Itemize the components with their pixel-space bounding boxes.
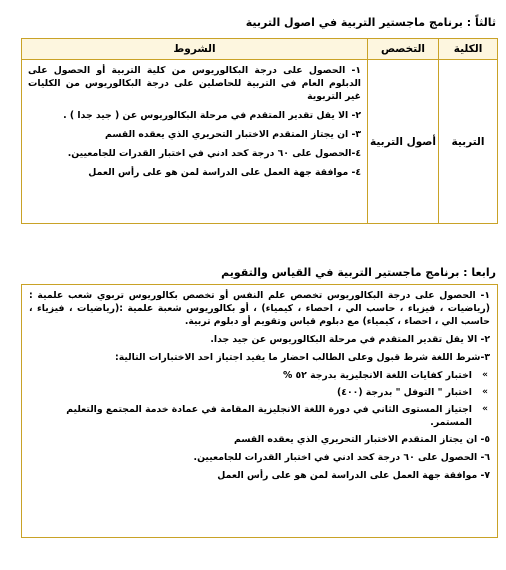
language-test-item	[29, 403, 488, 429]
language-test-item	[29, 386, 488, 399]
language-test-text: اختبار كفايات اللغة الانجليزية بدرجة ٥٢ %	[282, 370, 472, 381]
condition-item: ٦- الحصول على ٦٠ درجة كحد ادني في اختبار القدرات للجامعيين.	[193, 452, 490, 463]
section3-title: ثالثاً : برنامج ماجستير التربية في اصول التربية	[245, 16, 496, 29]
condition-item: ٢- الا يقل تقدير المتقدم في مرحلة البكالوريوس عن ( جيد جدا ) .	[63, 110, 361, 121]
condition-item: ٣-شرط اللغة شرط قبول وعلى الطالب احضار ما يفيد اجتياز احد الاختبارات التالية:	[114, 352, 490, 363]
condition-item: ٧- موافقة جهة العمل على الدراسة لمن هو على رأس العمل	[217, 470, 490, 481]
condition-item: ٥- ان يجتاز المتقدم الاختبار التحريري الذي يعقده القسم	[234, 434, 490, 445]
header-conditions: الشروط	[22, 39, 368, 60]
table-row	[22, 60, 498, 224]
program-table	[21, 38, 498, 224]
language-test-text: اختبار " التوفل " بدرجة (٤٠٠)	[337, 387, 472, 398]
condition-item: ١- الحصول على درجة البكالوريوس من كلية التربية أو الحصول على الدبلوم العام في التربية للحاصلين على درجة البكالوريوس من الكليات غير التربوية	[28, 65, 361, 102]
header-college: الكلية	[439, 39, 498, 60]
bullet-icon: »	[482, 370, 488, 380]
condition-item: ٢- الا يقل تقدير المتقدم في مرحلة البكالوريوس عن جيد جدا.	[210, 334, 490, 345]
bullet-icon: »	[482, 404, 488, 414]
cell-college: التربية	[439, 60, 498, 224]
condition-item: ١- الحصول على درجة البكالوريوس تخصص علم النفس أو تخصص بكالوريوس تربوي شعب علمية : (رياضيات ، فيزياء ، حاسب الي ، احصاء ، كيمياء) ، أو بكالوريوس شعبة علمية :(رياضيات ، فيزياء ، حاسب الي ، احصاء ، كيمياء) مع دبلوم قياس وتقويم أو دبلوم تربية.	[29, 290, 490, 327]
language-test-text: اجتياز المستوى الثاني في دورة اللغة الانجليزية المقامة في عمادة خدمة المجتمع والتعليم المستمر.	[66, 404, 472, 428]
cell-specialization: أصول التربية	[368, 60, 439, 224]
condition-item: ٤- موافقة جهة العمل على الدراسة لمن هو على رأس العمل	[88, 167, 361, 178]
language-test-item	[29, 369, 488, 382]
cell-conditions	[22, 60, 368, 224]
bullet-icon: »	[482, 387, 488, 397]
header-specialization: التخصص	[368, 39, 439, 60]
section4-conditions-box	[21, 284, 498, 538]
section4-title: رابعا : برنامج ماجستير التربية في القياس والتقويم	[221, 266, 496, 279]
condition-item: ٤-الحصول على ٦٠ درجة كحد ادني في اختبار القدرات للجامعيين.	[67, 148, 361, 159]
condition-item: ٣- ان يجتاز المتقدم الاختبار التحريري الذي يعقده القسم	[105, 129, 361, 140]
table-header-row	[22, 39, 498, 60]
